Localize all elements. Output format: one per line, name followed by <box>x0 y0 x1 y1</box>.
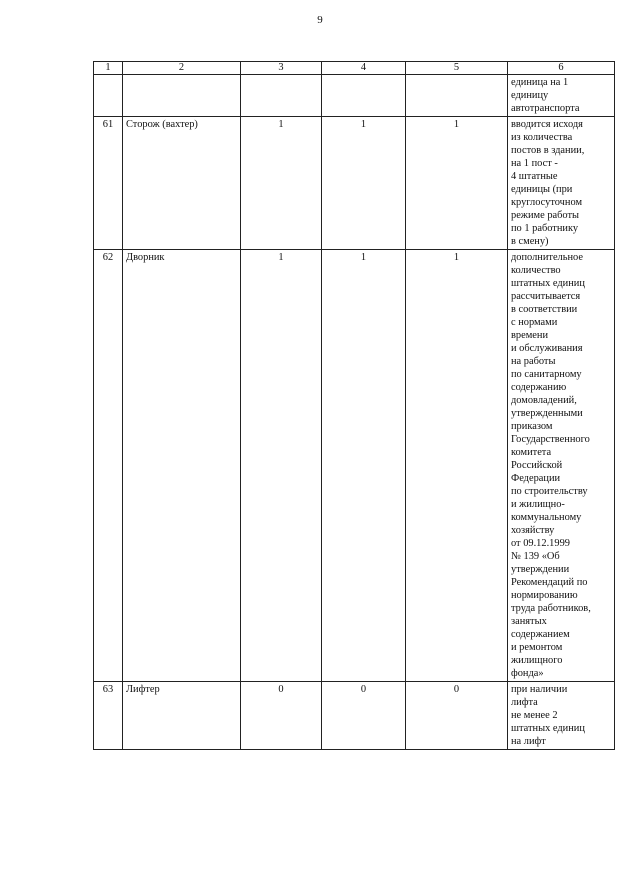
position-name <box>123 75 241 117</box>
column-header-2: 2 <box>123 62 241 75</box>
row-number: 61 <box>94 117 123 250</box>
column-header-1: 1 <box>94 62 123 75</box>
value-col-4: 0 <box>322 682 406 750</box>
staffing-table <box>93 61 615 750</box>
page-number: 9 <box>317 14 323 26</box>
note-cell: дополнительное количество штатных единиц рассчитывается в соответствии с нормами времени и обслуживания на работы по санитарному содержанию домовладений, утвержденными приказом Государственного комитета Российской Федерации по строительству и жилищно- коммунальному хозяйству от 09.12.1999 № 139 «Об утверждении Рекомендаций по нормированию труда работников, занятых содержанием и ремонтом жилищного фонда» <box>508 250 615 682</box>
column-header-3: 3 <box>241 62 322 75</box>
value-col-5 <box>406 75 508 117</box>
position-name: Дворник <box>123 250 241 682</box>
table-row <box>94 75 615 117</box>
value-col-3 <box>241 75 322 117</box>
table-row <box>94 682 615 750</box>
table-row <box>94 250 615 682</box>
row-number: 63 <box>94 682 123 750</box>
value-col-4: 1 <box>322 117 406 250</box>
position-name: Лифтер <box>123 682 241 750</box>
value-col-3: 1 <box>241 117 322 250</box>
value-col-5: 1 <box>406 250 508 682</box>
value-col-5: 1 <box>406 117 508 250</box>
column-header-5: 5 <box>406 62 508 75</box>
column-header-4: 4 <box>322 62 406 75</box>
value-col-4: 1 <box>322 250 406 682</box>
table-header-row <box>94 62 615 75</box>
value-col-5: 0 <box>406 682 508 750</box>
column-header-6: 6 <box>508 62 615 75</box>
position-name: Сторож (вахтер) <box>123 117 241 250</box>
row-number <box>94 75 123 117</box>
row-number: 62 <box>94 250 123 682</box>
table-row <box>94 117 615 250</box>
note-cell: вводится исходя из количества постов в здании, на 1 пост - 4 штатные единицы (при круглосуточном режиме работы по 1 работнику в смену) <box>508 117 615 250</box>
value-col-3: 1 <box>241 250 322 682</box>
note-cell: единица на 1 единицу автотранспорта <box>508 75 615 117</box>
value-col-3: 0 <box>241 682 322 750</box>
value-col-4 <box>322 75 406 117</box>
note-cell: при наличии лифта не менее 2 штатных единиц на лифт <box>508 682 615 750</box>
